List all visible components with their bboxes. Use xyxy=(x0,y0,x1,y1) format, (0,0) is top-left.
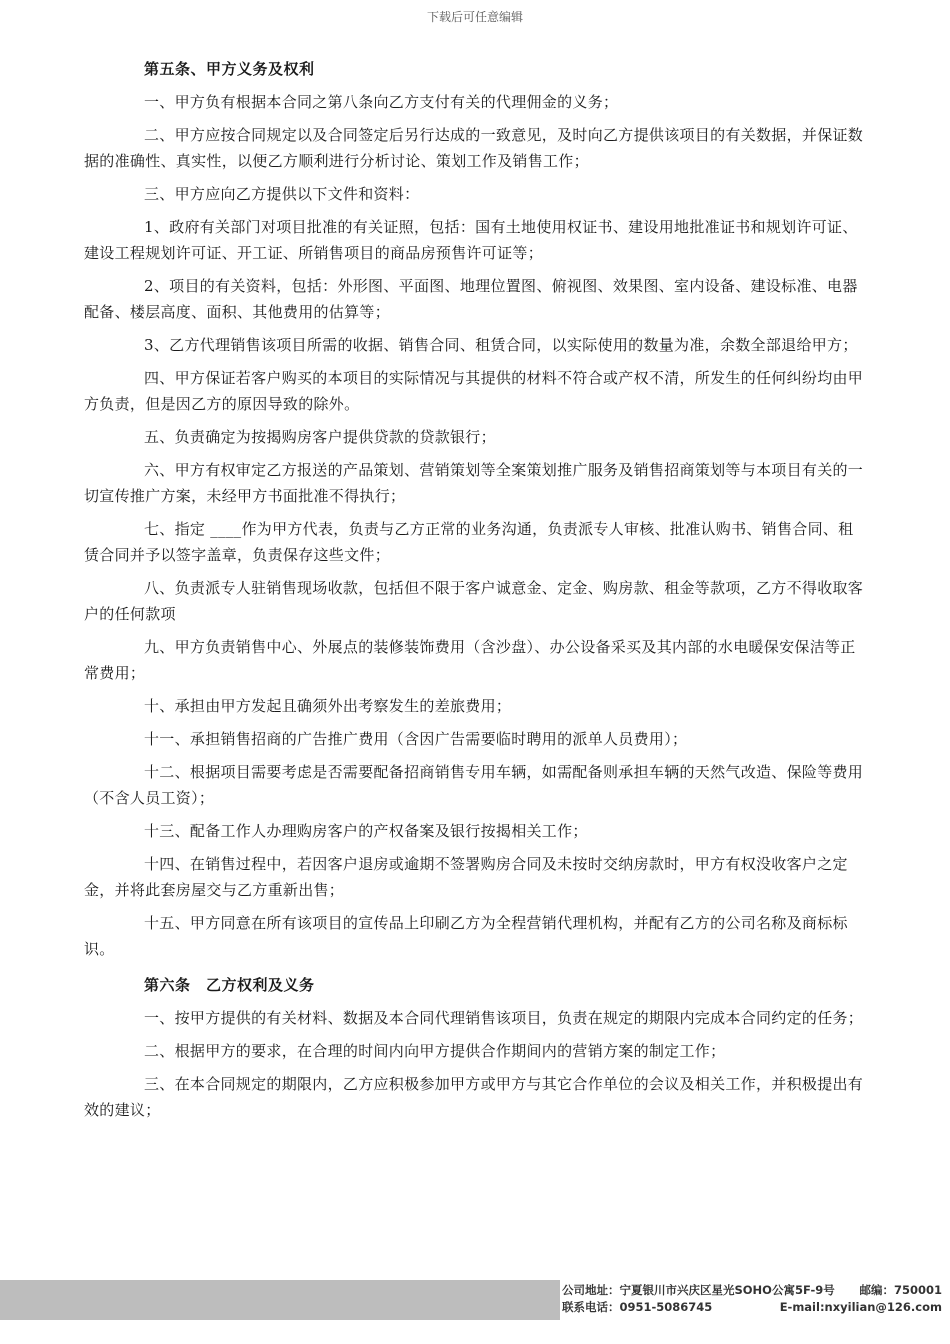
footer-address: 公司地址：宁夏银川市兴庆区星光SOHO公寓5F-9号 xyxy=(562,1283,835,1297)
paragraph: 三、甲方应向乙方提供以下文件和资料： xyxy=(144,185,420,203)
footer-contact xyxy=(562,1282,942,1316)
footer-postcode: 邮编：750001 xyxy=(859,1283,942,1297)
paragraph: 二、根据甲方的要求，在合理的时间内向甲方提供合作期间内的营销方案的制定工作； xyxy=(144,1042,726,1060)
paragraph: 十、承担由甲方发起且确须外出考察发生的差旅费用； xyxy=(144,697,512,715)
paragraph: 3、乙方代理销售该项目所需的收据、销售合同、租赁合同，以实际使用的数量为准，余数全部退给甲方； xyxy=(144,336,858,354)
paragraph: 十四、在销售过程中，若因客户退房或逾期不签署购房合同及未按时交纳房款时，甲方有权没收客户之定金，并将此套房屋交与乙方重新出售； xyxy=(84,855,848,899)
top-note: 下载后可任意编辑 xyxy=(426,10,523,24)
paragraph: 一、按甲方提供的有关材料、数据及本合同代理销售该项目，负责在规定的期限内完成本合同约定的任务； xyxy=(144,1009,864,1027)
footer-phone: 联系电话：0951-5086745 xyxy=(562,1300,713,1314)
paragraph: 十三、配备工作人办理购房客户的产权备案及银行按揭相关工作； xyxy=(144,822,588,840)
paragraph: 十二、根据项目需要考虑是否需要配备招商销售专用车辆，如需配备则承担车辆的天然气改造、保险等费用（不含人员工资）； xyxy=(84,763,864,807)
paragraph: 1、政府有关部门对项目批准的有关证照，包括：国有土地使用权证书、建设用地批准证书和规划许可证、建设工程规划许可证、开工证、所销售项目的商品房预售许可证等； xyxy=(84,218,858,262)
page-footer xyxy=(0,1280,950,1320)
paragraph: 六、甲方有权审定乙方报送的产品策划、营销策划等全案策划推广服务及销售招商策划等与本项目有关的一切宣传推广方案，未经甲方书面批准不得执行； xyxy=(84,461,864,505)
section5-paragraphs xyxy=(84,89,864,962)
paragraph: 一、甲方负有根据本合同之第八条向乙方支付有关的代理佣金的义务； xyxy=(144,93,619,111)
paragraph: 五、负责确定为按揭购房客户提供贷款的贷款银行； xyxy=(144,428,496,446)
section6-title: 第六条 乙方权利及义务 xyxy=(144,976,315,994)
section6-paragraphs xyxy=(84,1005,864,1123)
paragraph: 十五、甲方同意在所有该项目的宣传品上印刷乙方为全程营销代理机构，并配有乙方的公司名称及商标标识。 xyxy=(84,914,848,958)
paragraph: 八、负责派专人驻销售现场收款，包括但不限于客户诚意金、定金、购房款、租金等款项，乙方不得收取客户的任何款项 xyxy=(84,579,864,623)
document-body xyxy=(84,46,864,1130)
paragraph: 七、指定 ____作为甲方代表，负责与乙方正常的业务沟通，负责派专人审核、批准认购书、销售合同、租赁合同并予以签字盖章，负责保存这些文件； xyxy=(84,520,854,564)
paragraph: 九、甲方负责销售中心、外展点的装修装饰费用（含沙盘）、办公设备采买及其内部的水电暖保安保洁等正常费用； xyxy=(84,638,856,682)
footer-bar xyxy=(0,1280,560,1320)
paragraph: 二、甲方应按合同规定以及合同签定后另行达成的一致意见，及时向乙方提供该项目的有关数据，并保证数据的准确性、真实性，以便乙方顺利进行分析讨论、策划工作及销售工作； xyxy=(84,126,864,170)
footer-email: E-mail:nxyilian@126.com xyxy=(779,1300,942,1314)
paragraph: 2、项目的有关资料，包括：外形图、平面图、地理位置图、俯视图、效果图、室内设备、建设标准、电器配备、楼层高度、面积、其他费用的估算等； xyxy=(84,277,858,321)
paragraph: 十一、承担销售招商的广告推广费用（含因广告需要临时聘用的派单人员费用）； xyxy=(144,730,688,748)
paragraph: 三、在本合同规定的期限内，乙方应积极参加甲方或甲方与其它合作单位的会议及相关工作，并积极提出有效的建议； xyxy=(84,1075,864,1119)
paragraph: 四、甲方保证若客户购买的本项目的实际情况与其提供的材料不符合或产权不清，所发生的任何纠纷均由甲方负责，但是因乙方的原因导致的除外。 xyxy=(84,369,864,413)
section5-title: 第五条、甲方义务及权利 xyxy=(144,60,315,78)
